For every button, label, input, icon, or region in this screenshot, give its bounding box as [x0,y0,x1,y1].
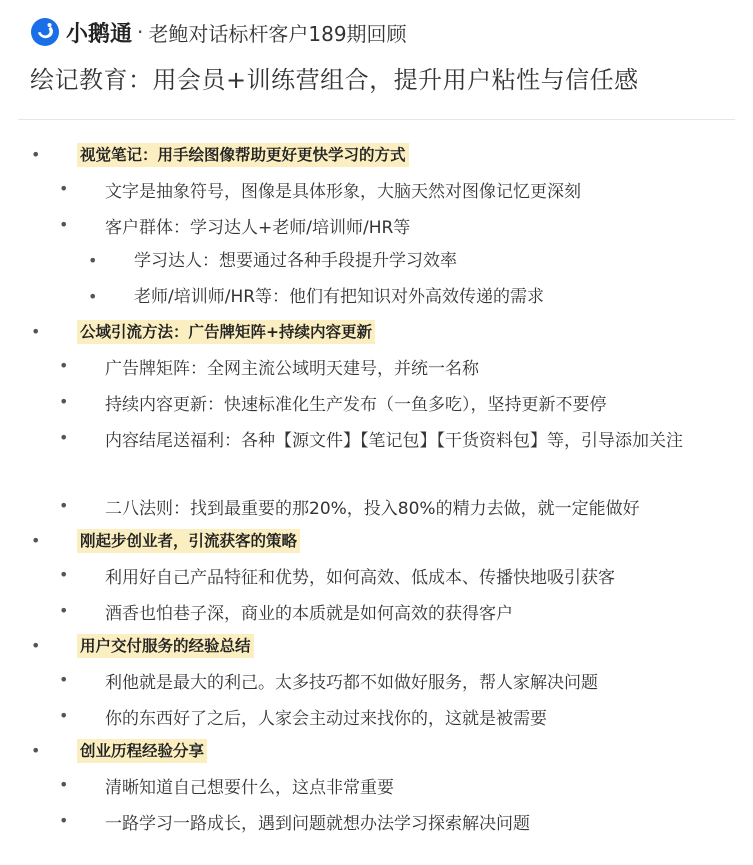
list-item [0,207,753,243]
list-item-text: 客户群体：学习达人+老师/培训师/HR等 [105,218,411,238]
list-item-text: 清晰知道自己想要什么，这点非常重要 [105,778,394,798]
bullet-icon: • [31,145,41,164]
bullet-icon: • [31,741,41,760]
sub-list-item-text: 学习达人：想要通过各种手段提升学习效率 [134,251,457,271]
bullet-icon: • [59,179,69,198]
list-item-text: 一路学习一路成长，遇到问题就想办法学习探索解决问题 [105,814,530,834]
page-title: 绘记教育：用会员+训练营组合，提升用户粘性与信任感 [30,66,639,94]
section-title: 公域引流方法：广告牌矩阵+持续内容更新 [77,320,375,344]
header [30,14,639,95]
bullet-icon: • [59,775,69,794]
list-item [0,171,753,207]
section-title: 创业历程经验分享 [77,739,207,763]
bullet-icon: • [59,811,69,830]
header-divider [18,119,735,120]
xiaoetong-logo-icon [30,17,60,47]
bullet-icon: • [59,565,69,584]
section-title: 用户交付服务的经验总结 [77,634,254,658]
bullet-icon: • [88,251,98,270]
bullet-icon: • [31,322,41,341]
list-item [0,767,753,803]
bullet-icon: • [59,706,69,725]
list-item [0,662,753,698]
list-item [0,384,753,420]
sub-list-item [0,279,753,315]
list-item [0,557,753,593]
bullet-icon: • [59,356,69,375]
sub-list-item [0,243,753,279]
bullet-icon: • [59,392,69,411]
brand-name: 小鹅通 [66,21,133,47]
list-item [0,420,753,488]
sub-list-item-text: 老师/培训师/HR等：他们有把知识对外高效传递的需求 [134,287,545,307]
section-title: 刚起步创业者，引流获客的策略 [77,529,300,553]
brand-separator: · [137,20,144,44]
list-item [0,593,753,629]
section-heading-row [0,629,753,662]
bullet-icon: • [31,531,41,550]
list-item-text: 广告牌矩阵：全网主流公域明天建号，并统一名称 [105,359,479,379]
list-item-text: 利用好自己产品特征和优势，如何高效、低成本、传播快地吸引获客 [105,568,615,588]
list-item [0,348,753,384]
list-item-text: 利他就是最大的利己。太多技巧都不如做好服务，帮人家解决问题 [105,673,598,693]
section-heading-row [0,315,753,348]
bullet-icon: • [59,428,69,447]
bullet-icon: • [31,636,41,655]
list-item-text: 你的东西好了之后，人家会主动过来找你的，这就是被需要 [105,709,547,729]
section-heading-row [0,524,753,557]
list-item [0,698,753,734]
episode-title: 老鲍对话标杆客户189期回顾 [148,21,407,46]
section-heading-row [0,734,753,767]
bullet-icon: • [88,287,98,306]
section-heading-row [0,138,753,171]
brand-row [30,14,639,50]
list-item-text: 酒香也怕巷子深，商业的本质就是如何高效的获得客户 [105,604,513,624]
list-item-text: 持续内容更新：快速标准化生产发布（一鱼多吃），坚持更新不要停 [105,395,607,415]
bullet-icon: • [59,601,69,620]
list-item [0,488,753,524]
bullet-icon: • [59,496,69,515]
list-item-text: 二八法则：找到最重要的那20%，投入80%的精力去做，就一定能做好 [105,499,640,519]
list-item [0,803,753,839]
outline-list [0,138,753,839]
list-item-text: 文字是抽象符号，图像是具体形象，大脑天然对图像记忆更深刻 [105,182,581,202]
bullet-icon: • [59,670,69,689]
section-title: 视觉笔记：用手绘图像帮助更好更快学习的方式 [77,143,409,167]
list-item-text: 内容结尾送福利：各种【源文件】【笔记包】【干货资料包】等，引导添加关注 [105,431,683,451]
bullet-icon: • [59,215,69,234]
